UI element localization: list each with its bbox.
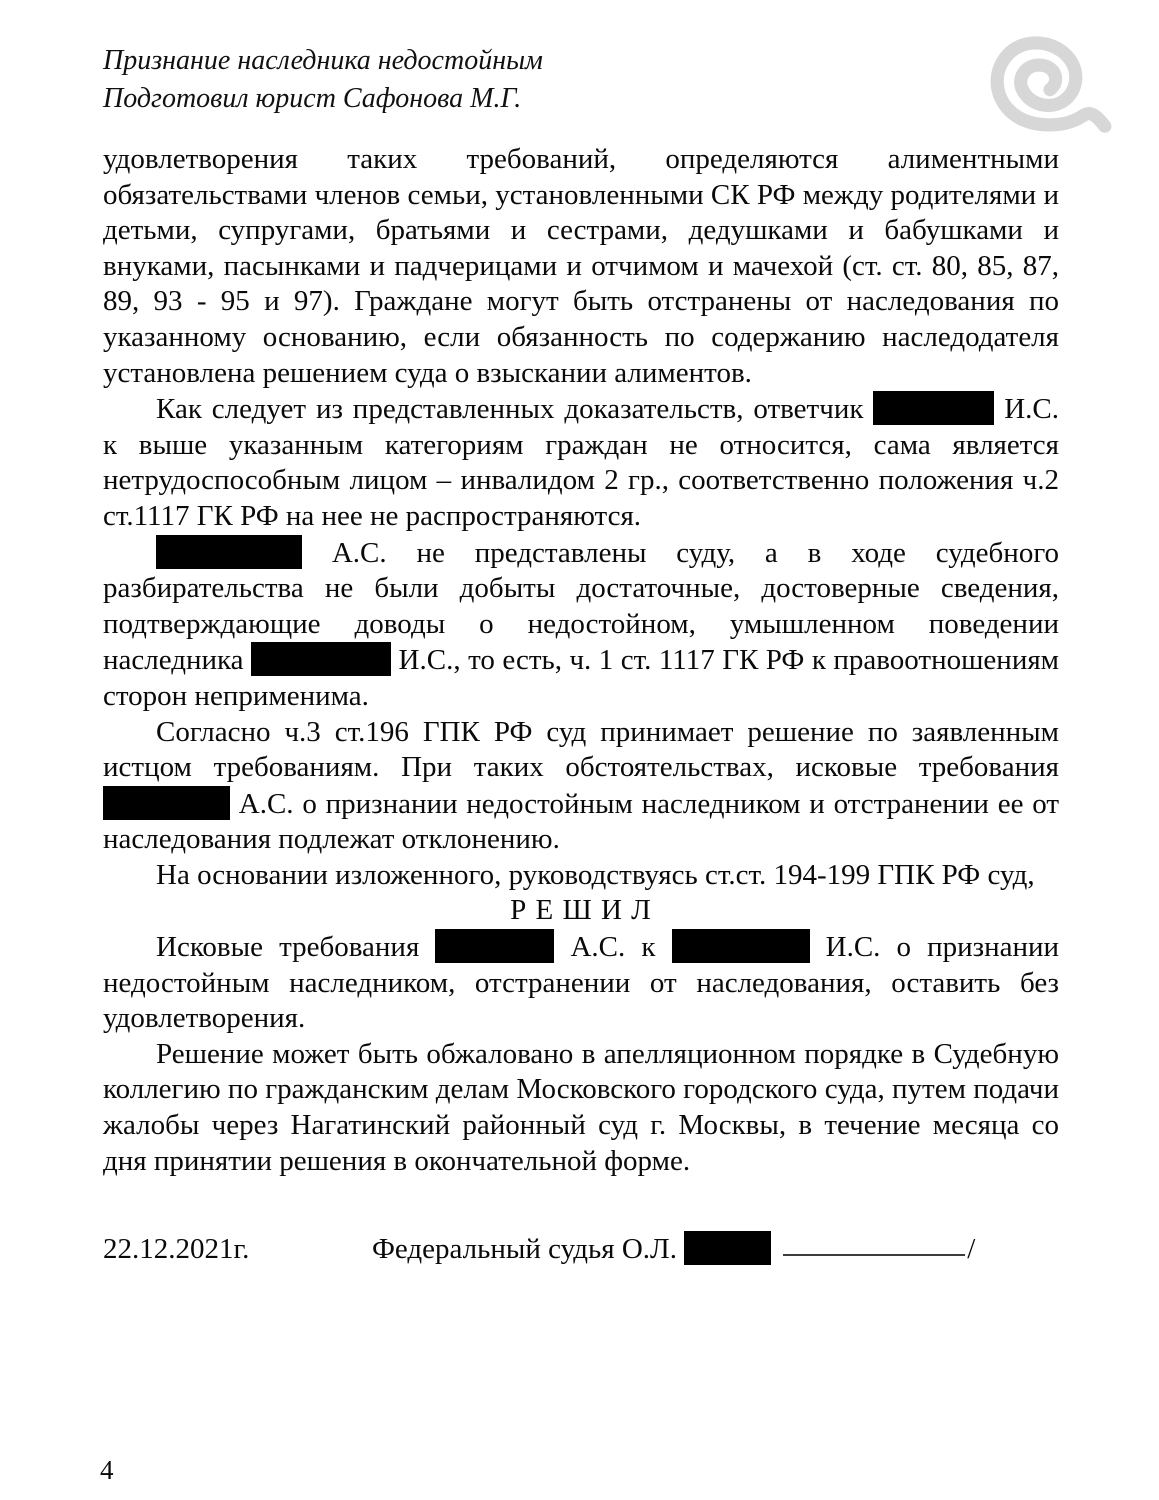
paragraph-text: удовлетворения таких требований, определяются алиментными обязательствами членов семьи, установленными СК РФ между родителями и детьми, супругами, братьями и сестрами, дедушками и бабушками и внуками, пасынками и падчерицами и отчимом и мачехой (ст. ст. 80, 85, 87, 89, 93 - 95 и 97). Граждане могут быть отстранены от наследования по указанному основанию, если обязанность по содержанию наследодателя установлена решением суда о взыскании алиментов. — [103, 143, 1059, 389]
prepared-by-line: Подготовил юрист Сафонова М.Г. — [103, 83, 522, 114]
paragraph-text: Как следует из представленных доказательств, ответчик — [156, 393, 864, 426]
paragraph-text: А.С. о признании недостойным наследником и отстранении ее от наследования подлежат отклонению. — [103, 787, 1059, 856]
paragraph-text: Исковые требования — [156, 931, 420, 964]
paragraph-text: И.С. о признании недостойным наследником, отстранении от наследования, оставить без удовлетворения. — [103, 931, 1060, 1035]
signature-slash: / — [967, 1233, 976, 1266]
redaction-box — [251, 642, 391, 676]
paragraph-ruling — [103, 929, 1059, 1037]
paragraph-claims-rejected — [103, 715, 1059, 858]
signature-row — [103, 1231, 1059, 1267]
redaction-box — [435, 929, 554, 963]
paragraph-text: Решение может быть обжаловано в апелляционном порядке в Судебную коллегию по гражданским делам Московского городского суда, путем подачи жалобы через Нагатинский районный суд г. Москвы, в течение месяца со дня принятии решения в окончательной форме. — [103, 1037, 1059, 1177]
ruling-heading: Р Е Ш И Л — [510, 894, 652, 927]
document-header — [103, 42, 989, 118]
document-body — [103, 142, 1059, 1179]
paragraph-appeal — [103, 1037, 1059, 1179]
paragraph-text: На основании изложенного, руководствуясь ст.ст. 194-199 ГПК РФ суд, — [156, 858, 1035, 891]
paragraph-legal-basis — [103, 858, 1059, 894]
document-title: Признание наследника недостойным — [103, 45, 543, 76]
signature-line — [783, 1254, 965, 1256]
decision-date: 22.12.2021г. — [103, 1233, 250, 1266]
redaction-box — [873, 391, 994, 425]
paragraph-text: А.С. к — [570, 931, 656, 964]
paragraph-text: И.С. к выше указанным категориям граждан не относится, сама является нетрудоспособным лицом – инвалидом 2 гр., соответственно положения ч.2 ст.1117 ГК РФ на нее не распространяются. — [103, 393, 1060, 532]
paragraph-defendant-category — [103, 391, 1059, 534]
judge-label: Федеральный судья О.Л. — [372, 1233, 677, 1266]
paragraph-alimony-obligations — [103, 142, 1059, 391]
redaction-box — [103, 786, 230, 820]
redaction-box — [156, 535, 302, 569]
page-number: 4 — [100, 1455, 114, 1485]
redaction-box — [672, 929, 810, 963]
paragraph-text: И.С., то есть, ч. 1 ст. 1117 ГК РФ к правоотношениям сторон неприменима. — [103, 644, 1060, 712]
judge-signature — [372, 1231, 975, 1267]
paragraph-no-evidence — [103, 535, 1059, 715]
paragraph-text: Согласно ч.3 ст.196 ГПК РФ суд принимает решение по заявленным истцом требованиям. При таких обстоятельствах, исковые требования — [103, 715, 1059, 784]
swirl-e-watermark-icon — [983, 26, 1115, 134]
paragraph-text: А.С. не представлены суду, а в ходе судебного разбирательства не были добыты достаточные, достоверные сведения, подтверждающие доводы о недостойном, умышленном поведении наследника — [103, 536, 1059, 677]
redaction-box — [684, 1231, 771, 1265]
